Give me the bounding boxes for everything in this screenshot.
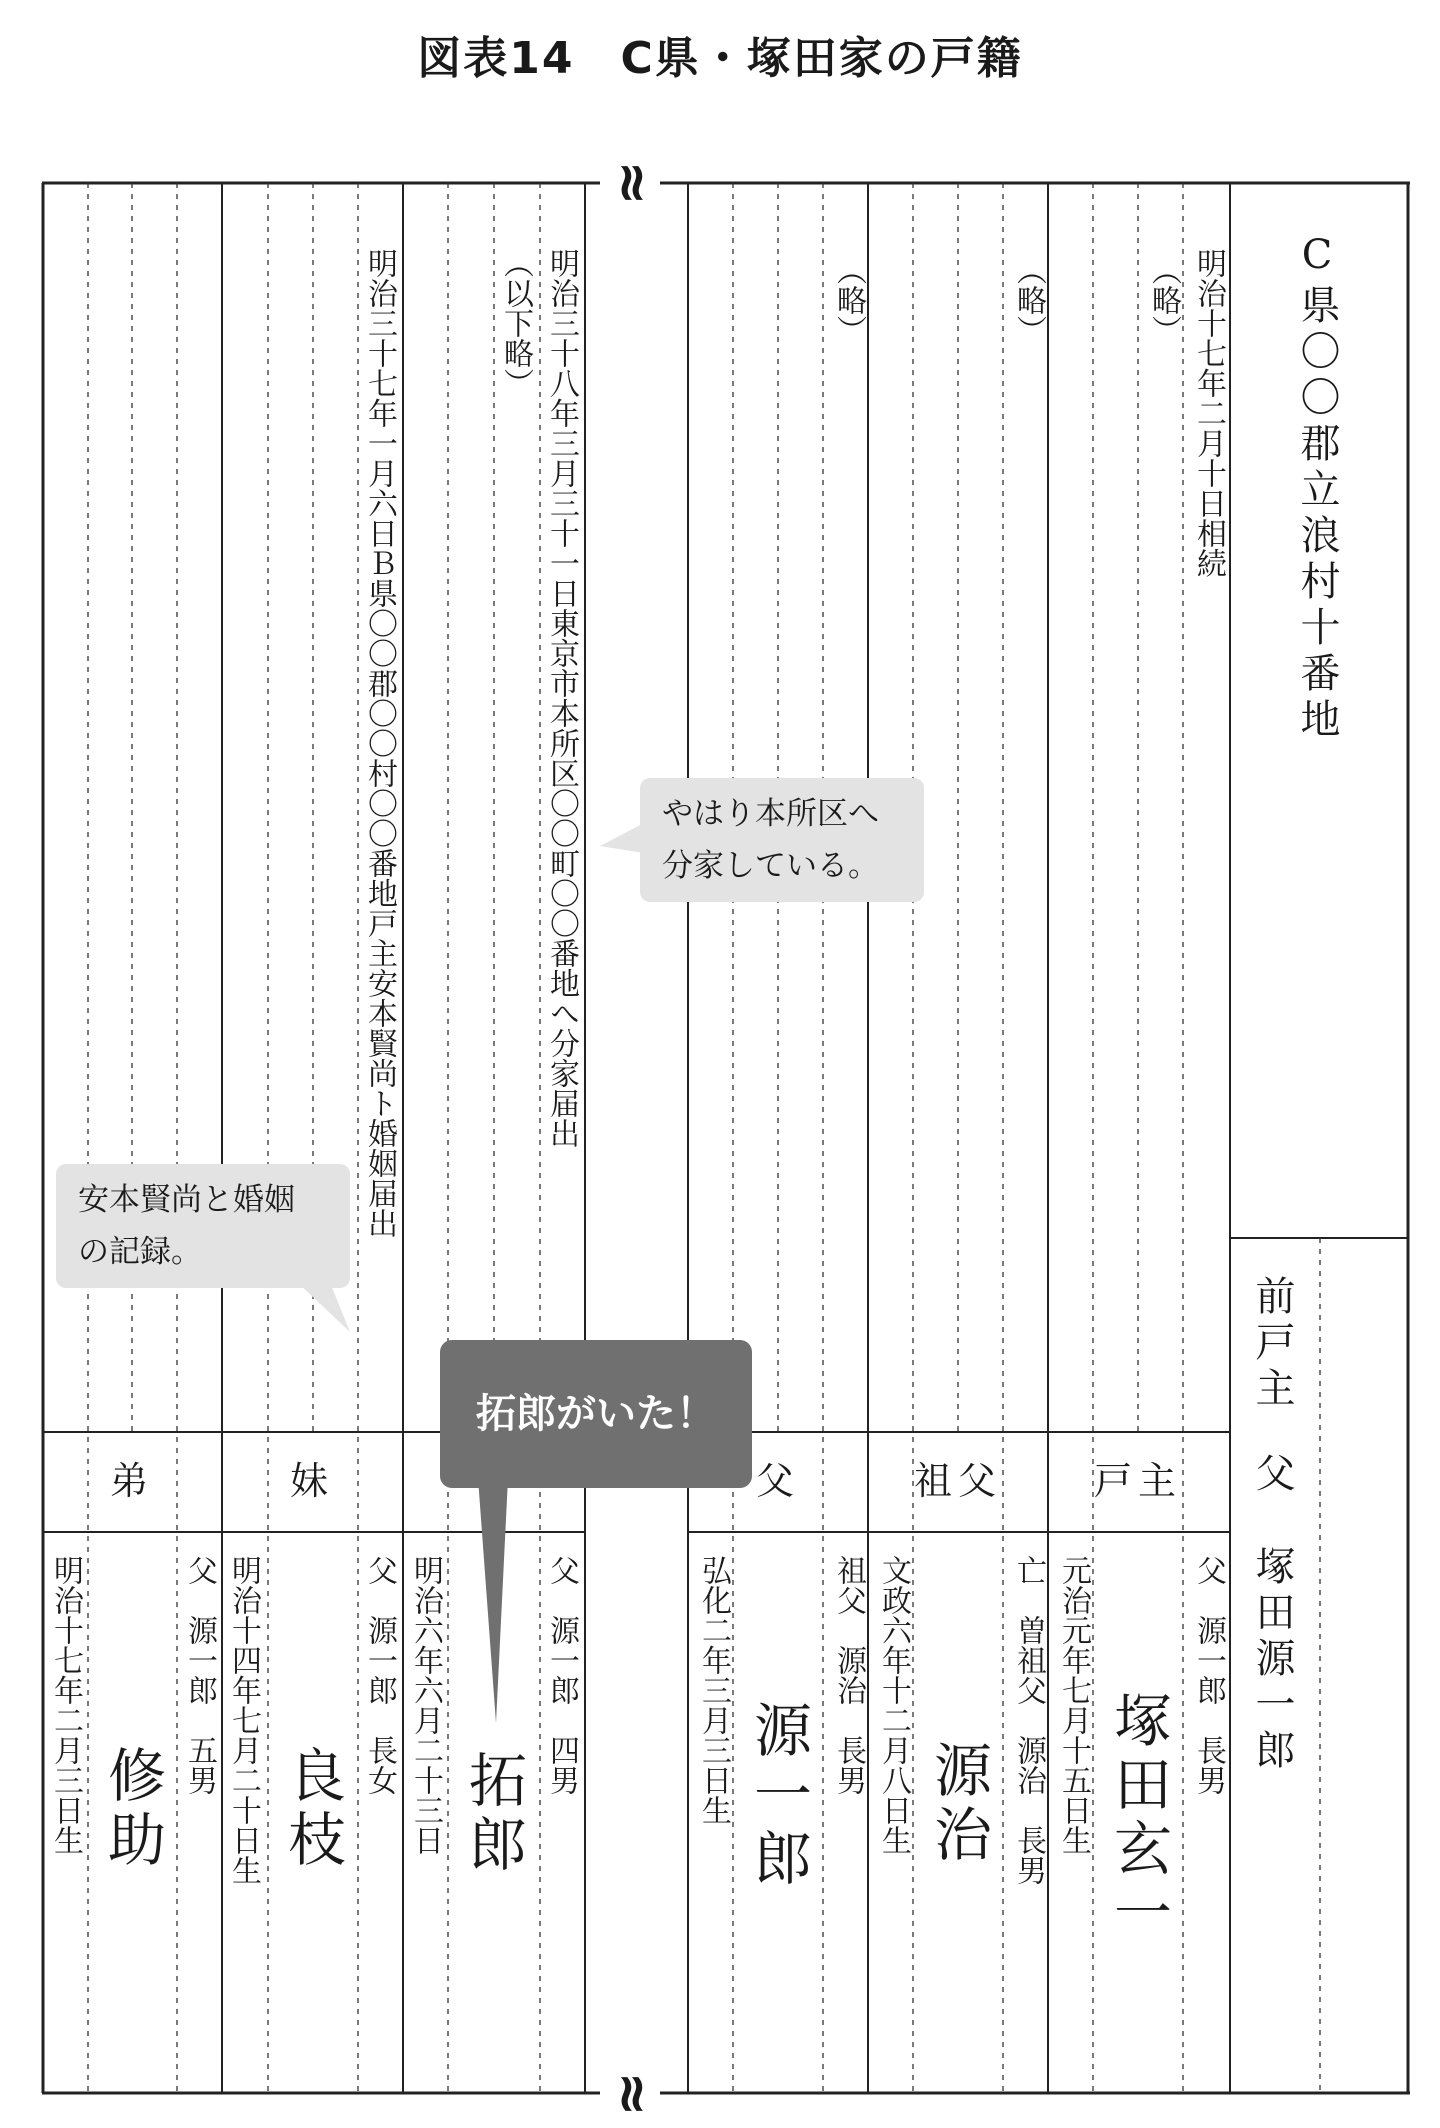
abbrev-record-grandfather: （略） — [1011, 255, 1046, 345]
branch-callout-line2: 分家している。 — [662, 848, 879, 884]
header-grandfather: 祖父 — [913, 1459, 1002, 1503]
father-name: 源一郎 — [744, 1700, 812, 1892]
takuro-callout: 拓郎がいた！ — [440, 1340, 752, 1488]
header-father: 父 — [755, 1459, 800, 1503]
takuro-branch-record: 明治三十八年三月三十一日東京市本所区〇〇町〇〇番地へ分家届出 — [544, 248, 579, 1148]
header-sister: 妹 — [289, 1459, 334, 1503]
grandfather-parent: 亡 曽祖父 源治 長男 — [1011, 1555, 1046, 1885]
takuro-parent: 父 源一郎 四男 — [544, 1555, 579, 1795]
break-mark-bottom: ≈ — [602, 2071, 665, 2117]
head-name: 塚田玄一 — [1104, 1690, 1172, 1946]
branch-callout-line1: やはり本所区へ — [662, 796, 879, 832]
marriage-callout-line1: 安本賢尚と婚姻 — [78, 1182, 295, 1218]
prev-head-relation: 父 — [1249, 1452, 1295, 1498]
abbrev-record-father: （略） — [831, 255, 866, 345]
takuro-birth: 明治六年六月二十三日 — [408, 1555, 443, 1855]
grandfather-birth: 文政六年十二月八日生 — [876, 1555, 911, 1855]
branch-callout — [640, 778, 924, 902]
sister-name: 良枝 — [278, 1745, 346, 1873]
header-brother: 弟 — [109, 1459, 154, 1503]
abbrev-record-head: （略） — [1146, 255, 1181, 345]
father-birth: 弘化二年三月三日生 — [696, 1555, 731, 1825]
registered-address: C県〇〇郡立浪村十番地 — [1294, 232, 1340, 744]
marriage-callout-line2: の記録。 — [78, 1234, 202, 1270]
brother-birth: 明治十七年二月三日生 — [48, 1555, 83, 1855]
sister-parent: 父 源一郎 長女 — [362, 1555, 397, 1795]
head-succession-record: 明治十七年二月十日相続 — [1191, 248, 1226, 578]
marriage-callout-tail — [295, 1280, 355, 1340]
takuro-callout-tail — [460, 1478, 520, 1728]
sister-marriage-record: 明治三十七年一月六日Ｂ県〇〇郡〇〇村〇〇番地戸主安本賢尚ト婚姻届出 — [362, 248, 397, 1238]
prev-head-label: 前戸主 — [1249, 1275, 1295, 1413]
figure-title: 図表14 C県・塚田家の戸籍 — [417, 33, 1023, 84]
break-mark-top: ≈ — [602, 160, 665, 206]
head-birth: 元治元年七月十五日生 — [1056, 1555, 1091, 1855]
header-head: 戸主 — [1093, 1459, 1182, 1503]
takuro-rest-abbrev: （以下略） — [498, 248, 533, 398]
sister-birth: 明治十四年七月二十日生 — [226, 1555, 261, 1885]
takuro-name: 拓郎 — [459, 1750, 527, 1878]
marriage-callout — [56, 1164, 350, 1288]
father-parent: 祖父 源治 長男 — [831, 1555, 866, 1795]
brother-name: 修助 — [98, 1745, 166, 1873]
grandfather-name: 源治 — [924, 1740, 992, 1868]
prev-head-name: 塚田源一郎 — [1249, 1545, 1295, 1775]
brother-parent: 父 源一郎 五男 — [182, 1555, 217, 1795]
head-parent: 父 源一郎 長男 — [1191, 1555, 1226, 1795]
